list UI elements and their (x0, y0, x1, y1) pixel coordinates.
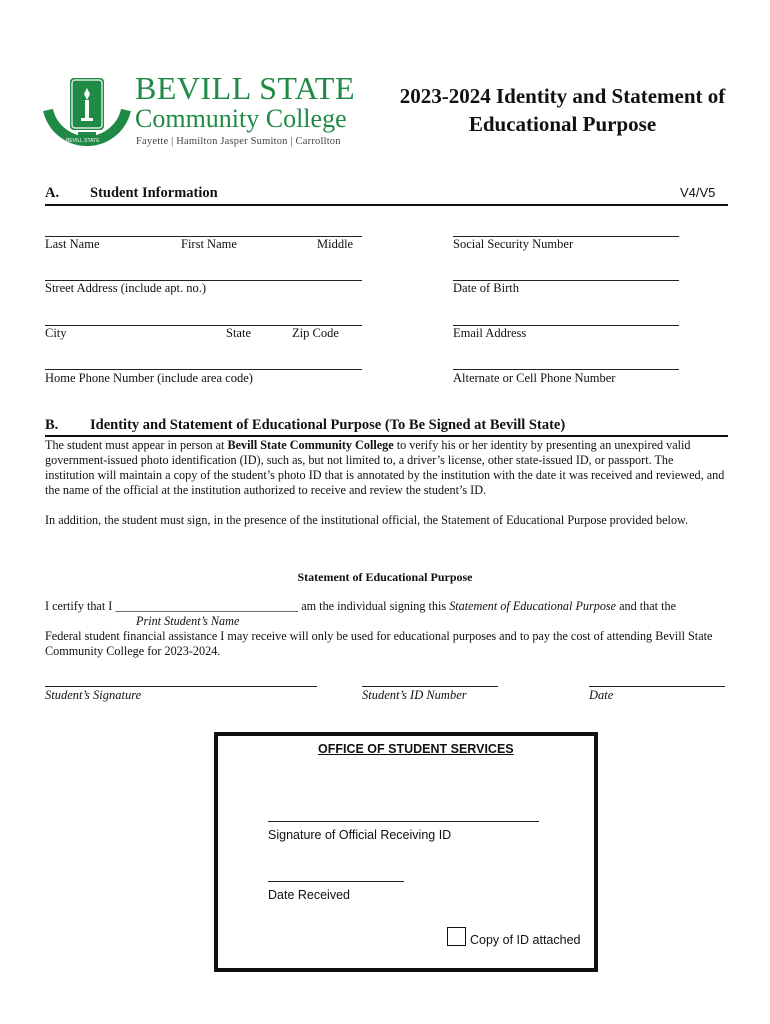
first-name-label: First Name (181, 237, 237, 251)
section-b-rule (45, 435, 728, 437)
para1-post: to verify his or her identity by presenting an unexpired valid government-issued photo identification (ID), such as, but not limited to, a driver’s license, other state-issued ID, or passport. The institution will maintain a copy of the student’s photo ID that is annotated by the institution with the date it was received and reviewed, and the name of the official at the institution authorized to receive and review the student’s ID. (45, 438, 725, 497)
para1-pre: The student must appear in person at (45, 438, 228, 452)
student-signature-line[interactable] (45, 686, 317, 687)
section-b-letter: B. (45, 417, 59, 433)
copy-id-label: Copy of ID attached (470, 933, 581, 947)
state-label: State (226, 326, 251, 340)
section-a-title: Student Information (90, 185, 218, 201)
seal-label: BEVILL STATE (66, 138, 100, 144)
logo-name: BEVILL STATE (135, 70, 355, 106)
alt-phone-field-line[interactable] (453, 369, 679, 370)
zip-label: Zip Code (292, 326, 339, 340)
print-name-label: Print Student’s Name (136, 614, 240, 628)
sign-instruction: In addition, the student must sign, in the presence of the institutional official, the Statement of Educational Purpose provided below. (45, 513, 689, 527)
page-title: 2023-2024 Identity and Statement of Educational Purpose (399, 84, 726, 136)
logo-subname: Community College (135, 104, 347, 133)
official-signature-label: Signature of Official Receiving ID (268, 828, 452, 842)
date-label: Date (589, 688, 614, 702)
date-line[interactable] (589, 686, 725, 687)
city-label: City (45, 326, 67, 340)
student-id-line[interactable] (362, 686, 498, 687)
email-label: Email Address (453, 326, 527, 340)
certify-italic: Statement of Educational Purpose (449, 599, 617, 613)
para1-bold: Bevill State Community College (227, 438, 394, 452)
date-received-label: Date Received (268, 888, 350, 902)
student-signature-label: Student’s Signature (45, 688, 142, 702)
section-b-title: Identity and Statement of Educational Purpose (To Be Signed at Bevill State) (90, 417, 566, 433)
office-title: OFFICE OF STUDENT SERVICES (318, 742, 514, 756)
street-label: Street Address (include apt. no.) (45, 281, 207, 295)
dob-label: Date of Birth (453, 281, 519, 295)
version-label: V4/V5 (680, 185, 716, 200)
student-id-label: Student’s ID Number (362, 688, 467, 702)
certify-pre: I certify that I ______________________________ am the individual signing this (45, 599, 450, 613)
official-signature-line[interactable] (268, 821, 539, 822)
alt-phone-label: Alternate or Cell Phone Number (453, 371, 616, 385)
statement-heading: Statement of Educational Purpose (297, 570, 473, 584)
certify-line (45, 599, 725, 614)
date-received-line[interactable] (268, 881, 404, 882)
section-a-letter: A. (45, 185, 60, 201)
section-a-rule (45, 204, 728, 206)
home-phone-field-line[interactable] (45, 369, 362, 370)
certify-post: and that the (616, 599, 676, 613)
certify-continuation: Federal student financial assistance I may receive will only be used for educational purposes and to pay the cost of attending Bevill State Community College for 2023-2024. (45, 629, 713, 658)
home-phone-label: Home Phone Number (include area code) (45, 371, 253, 385)
identity-paragraph (45, 438, 725, 498)
last-name-label: Last Name (45, 237, 100, 251)
logo-counties: Fayette | Hamilton Jasper Sumiton | Carrollton (136, 136, 341, 147)
copy-id-checkbox[interactable] (447, 927, 466, 946)
middle-label: Middle (317, 237, 354, 251)
ssn-label: Social Security Number (453, 237, 574, 251)
